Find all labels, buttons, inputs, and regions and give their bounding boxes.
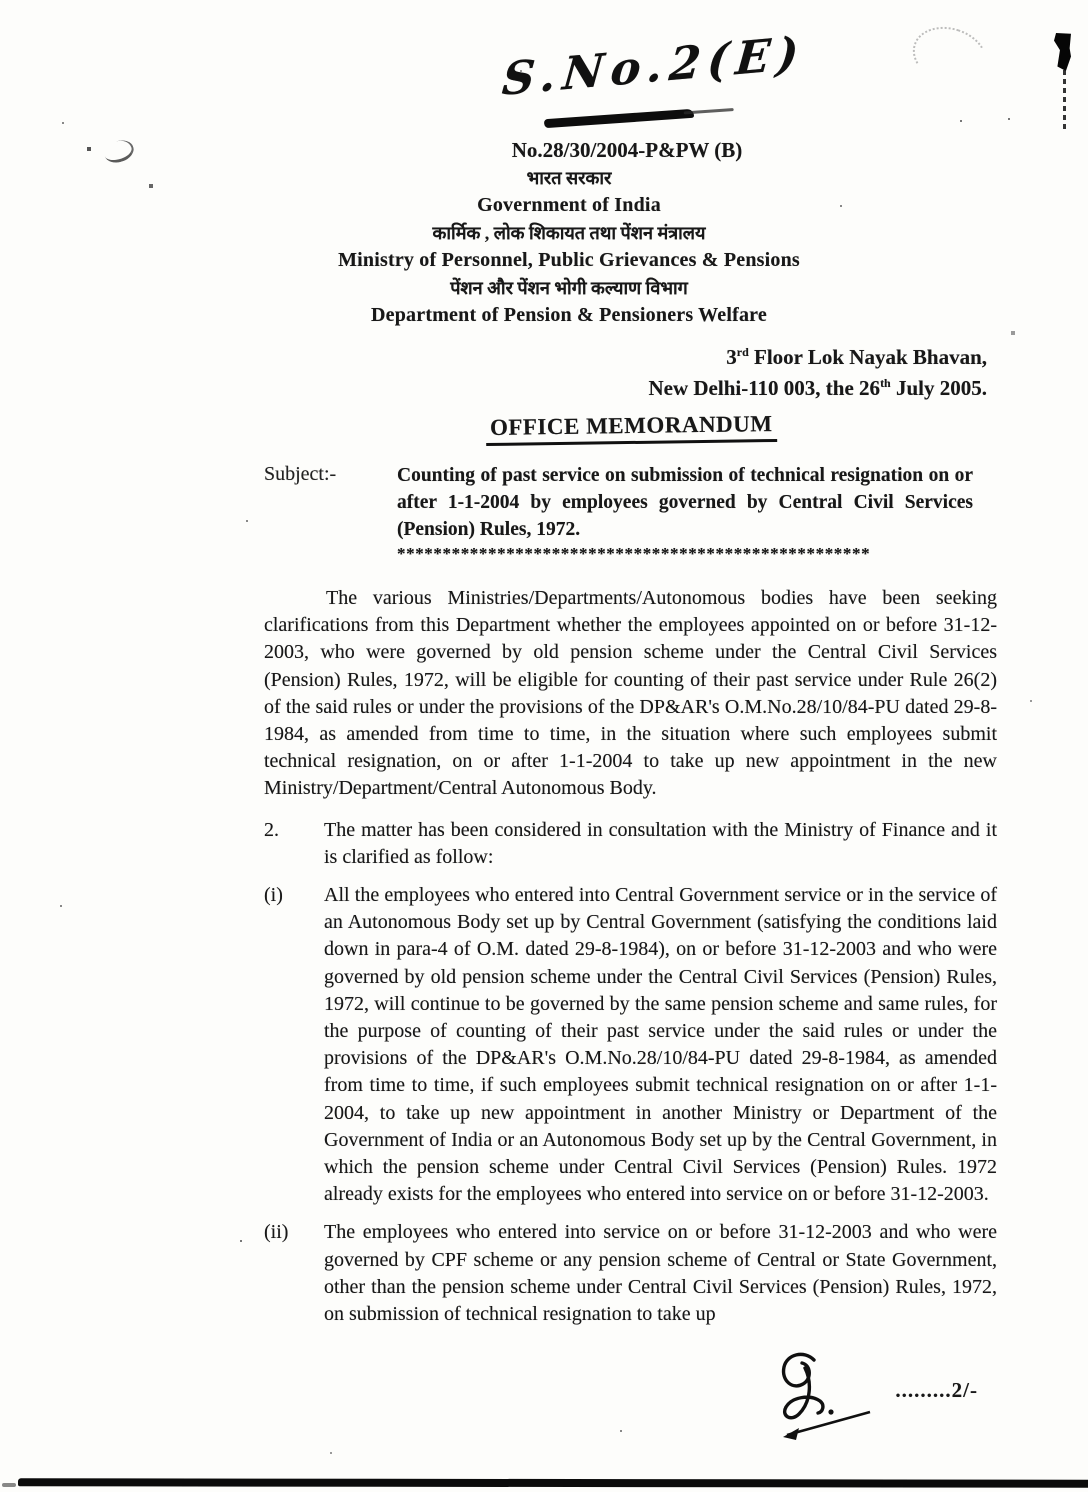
subject-label: Subject:-	[264, 463, 337, 485]
address-date-block	[648, 339, 987, 401]
paragraph-1: The various Ministries/Departments/Autonomous bodies have been seeking clarifications from this Department whether the employees appointed on or before 31-12-2003, who were governed by old pension scheme under the Central Civil Services (Pension) Rules, 1972, will be eligible for counting of their past service under Rule 26(2) of the said rules or under the provisions of the DP&AR's O.M.No.28/10/84-PU dated 29-8-1984, as amended from time to time, in the situation where such employees submit technical resignation, on or after 1-1-2004 to take up new appointment in the new Ministry/Department/Central Autonomous Body.	[264, 587, 997, 800]
scan-noise-speckles	[0, 0, 2, 2]
handwritten-underline-smear	[544, 109, 694, 128]
clause-ii	[264, 1219, 997, 1328]
org-name-hindi: भारत सरकार	[526, 167, 612, 188]
date-line	[648, 370, 987, 401]
paragraph-2-text: The matter has been considered in consultation with the Ministry of Finance and it is clarified as follow:	[324, 818, 997, 868]
scan-bottom-smudge	[2, 1483, 16, 1487]
ministry-name-english: Ministry of Personnel, Public Grievances & Pensions	[338, 249, 800, 271]
clause-ii-text: The employees who entered into service on or before 31-12-2003 and who were governed by CPF scheme or any pension scheme of Central or State Government, other than the pension scheme under Central Civil Services (Pension) Rules, 1972, on submission of technical resignation to take up	[324, 1221, 997, 1326]
reference-number: No.28/30/2004-P&PW (B)	[511, 138, 743, 162]
clause-i	[264, 882, 997, 1208]
paragraph-2-number: 2.	[264, 818, 279, 841]
signature-initials	[770, 1350, 880, 1445]
city-and-day: New Delhi-110 003, the 26	[648, 376, 881, 400]
arrowhead	[783, 1428, 799, 1440]
ministry-name-hindi: कार्मिक , लोक शिकायत तथा पेंशन मंत्रालय	[432, 222, 706, 243]
address-line	[648, 339, 987, 370]
memo-body	[264, 585, 997, 1328]
faint-stamp-mark	[905, 18, 995, 95]
clause-i-text: All the employees who entered into Central Government service or in the service of an Autonomous Body set up by Central Government (satisfying the conditions laid down in para-4 of O.M. dated 29-8-1984), on or before 31-12-2003 and who were governed by old pension scheme under the Central Civil Services (Pension) Rules, 1972, will continue to be governed by the same pension scheme and same rules, for the purpose of counting of their past service under the said rules or under the provisions of the DP&AR's O.M.No.28/10/84-PU dated 29-8-1984, as amended from time to time, if such employees submit technical resignation on or after 1-1-2004, to take up new appointment in another Ministry or Department of the Government of India or an Autonomous Body set up by the Central Government, in which the pension scheme under Central Civil Services (Pension) Rules. 1972 already exists for the employees who entered into service on or before 31-12-2003.	[324, 884, 997, 1206]
paragraph-2	[264, 817, 997, 871]
month-year: July 2005.	[890, 376, 987, 400]
clause-ii-number: (ii)	[264, 1221, 289, 1244]
address-building: Floor Lok Nayak Bhavan,	[748, 345, 987, 369]
handwritten-serial-note: S.No.2(E)	[500, 25, 808, 106]
department-name-english: Department of Pension & Pensioners Welfare	[371, 304, 767, 326]
subject-body	[397, 462, 973, 564]
department-name-hindi: पेंशन और पेंशन भोगी कल्याण विभाग	[450, 277, 688, 298]
page-continuation-marker: .........2/-	[895, 1378, 978, 1402]
scan-bottom-edge-bar	[18, 1478, 1088, 1487]
subject-text: Counting of past service on submission of technical resignation on or after 1-1-2004 by employees governed by Central Civil Services (Pension) Rules, 1972.	[397, 465, 973, 540]
subject-divider-stars: ****************************************************	[397, 544, 871, 563]
org-name-english: Government of India	[477, 194, 661, 216]
scan-edge-blot	[1054, 33, 1071, 71]
letterhead	[25, 137, 1088, 330]
scan-edge-blot-tail	[1063, 70, 1066, 130]
document-title: OFFICE MEMORANDUM	[486, 411, 777, 446]
signature-dot	[828, 1409, 833, 1414]
clause-i-number: (i)	[264, 884, 283, 907]
address-floor-ordinal: rd	[736, 345, 749, 359]
day-ordinal: th	[880, 376, 891, 390]
address-floor-number: 3	[726, 345, 737, 369]
subject-block	[264, 462, 976, 564]
